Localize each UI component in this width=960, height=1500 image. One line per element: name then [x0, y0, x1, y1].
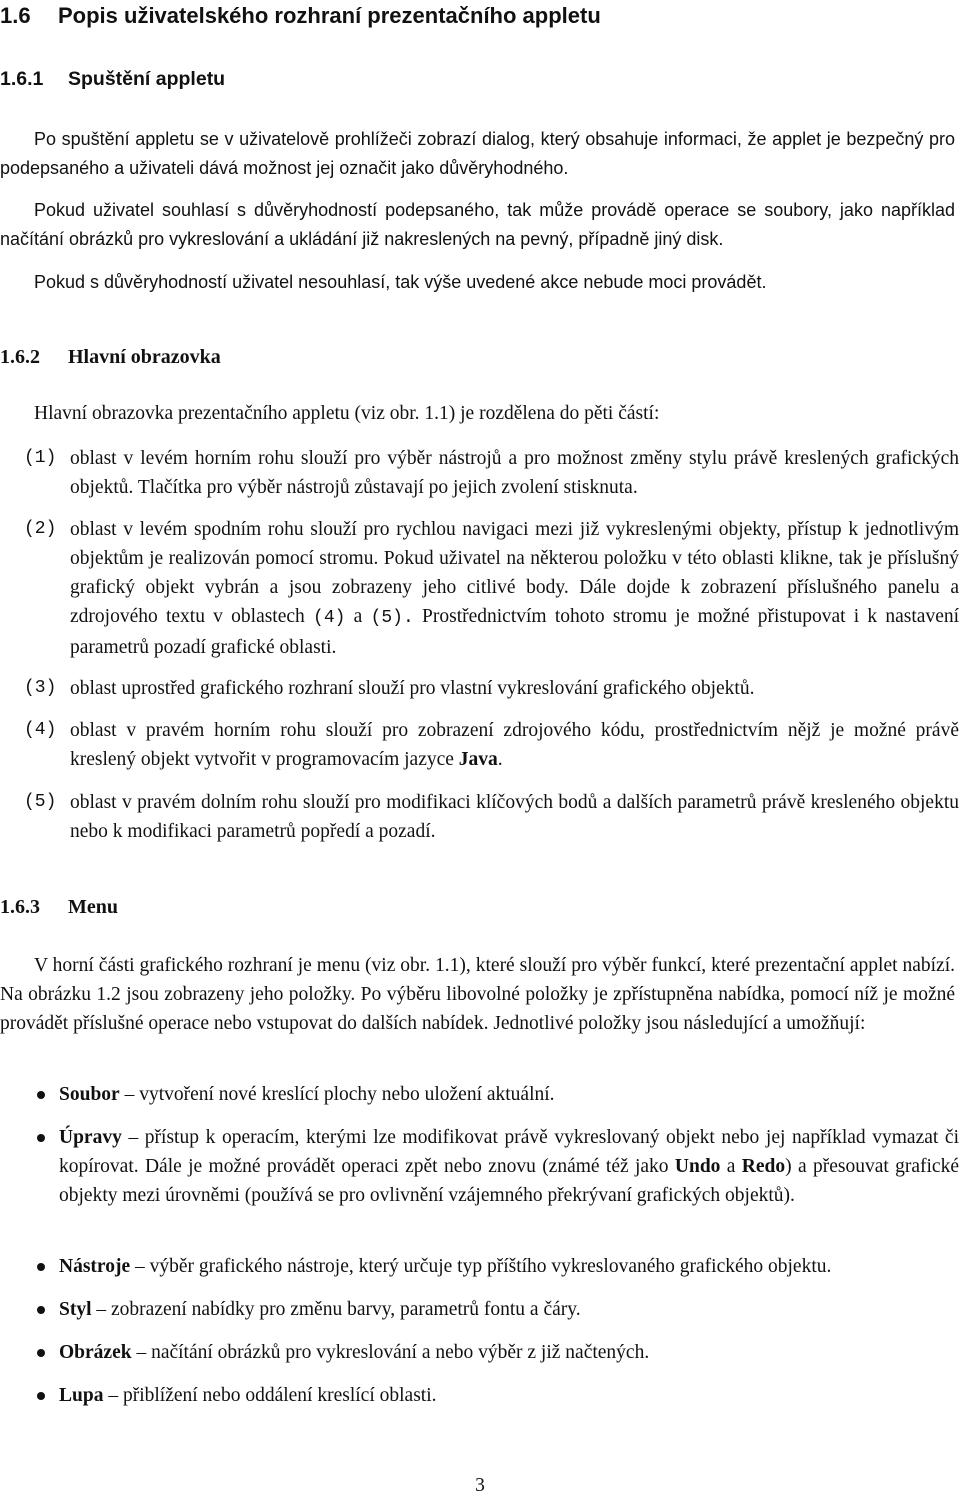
subsection-number: 1.6.2	[0, 346, 40, 368]
menu-item-name: Lupa	[59, 1385, 104, 1406]
area-label: (1)	[24, 448, 57, 468]
bullet-icon	[37, 1134, 45, 1142]
subsection-title: Menu	[68, 896, 118, 918]
area-item-3	[24, 674, 959, 703]
area-text: oblast v levém horním rohu slouží pro výběr nástrojů a pro možnost změny stylu právě kreslených grafických objektů. Tlačítka pro výběr nástrojů zůstavají po jejich zvolení stisknuta.	[70, 448, 959, 498]
menu-item-description: – zobrazení nabídky pro změnu barvy, parametrů fontu a čáry.	[96, 1299, 581, 1320]
menu-item-name: Soubor	[59, 1084, 120, 1105]
menu-item-upravy: Úpravy – přístup k operacím, kterými lze modifikovat právě vykreslovaný objekt nebo jej například vymazat či kopírovat. Dále je možné provádět operaci zpět nebo znovu (známé též jako Undo a Redo) a přesouvat grafické objekty mezi úrovněmi (používá se pro ovlivnění vzájemného překrývaní grafických objektů).	[34, 1123, 959, 1210]
page-number: 3	[475, 1475, 485, 1496]
menu-item-obrazek	[34, 1338, 959, 1367]
section-heading	[0, 2, 601, 30]
menu-item-name: Úpravy	[59, 1127, 122, 1148]
menu-item-name: Obrázek	[59, 1342, 132, 1363]
menu-item-lupa	[34, 1381, 959, 1410]
subsection-heading-menu	[0, 893, 118, 921]
bullet-icon	[37, 1349, 45, 1357]
area-item-4	[24, 716, 959, 774]
area-label: (5)	[24, 792, 57, 812]
area-text: oblast v levém spodním rohu slouží pro rychlou navigaci mezi již vykreslenými objekty, přístup k jednotlivým objektům je realizován pomocí stromu. Pokud uživatel na některou položku v této oblasti klikne, tak je příslušný grafický objekt vybrán a jsou zobrazeny jeho citlivé body. Dále dojde k zobrazení příslušného panelu a zdrojového textu v oblastech (4) a (5). Prostřednictvím tohoto stromu je možné přistupovat i k nastavení parametrů pozadí grafické oblasti.	[70, 519, 960, 658]
menu-item-name: Nástroje	[59, 1256, 131, 1277]
area-text: oblast uprostřed grafického rozhraní slouží pro vlastní vykreslování grafického objektů.	[70, 678, 755, 699]
menu-item-description: – výběr grafického nástroje, který určuje typ příštího vykreslovaného grafického objektu.	[135, 1256, 832, 1277]
area-label: (2)	[24, 519, 57, 539]
subsection-number: 1.6.3	[0, 896, 40, 918]
menu-item-name: Styl	[59, 1299, 92, 1320]
area-label: (3)	[24, 678, 57, 698]
subsection-heading-main-screen	[0, 343, 221, 371]
bullet-icon	[37, 1306, 45, 1314]
java-keyword: Java	[458, 749, 498, 770]
paragraph-main-screen-intro: Hlavní obrazovka prezentačního appletu (viz obr. 1.1) je rozdělena do pěti částí:	[34, 403, 660, 424]
paragraph-launch-dialog: Po spuštění appletu se v uživatelově prohlížeči zobrazí dialog, který obsahuje informaci, že applet je bezpečný pro podepsaného a uživateli dává možnost jej označit jako důvěryhodného.	[0, 129, 955, 178]
area-reference: (4)	[313, 608, 346, 628]
area-text: oblast v pravém dolním rohu slouží pro modifikaci klíčových bodů a dalších parametrů právě kresleného objektu nebo k modifikaci parametrů popředí a pozadí.	[70, 792, 959, 842]
menu-item-soubor	[34, 1080, 959, 1109]
area-text: oblast v pravém horním rohu slouží pro zobrazení zdrojového kódu, prostřednictvím nějž je možné právě kreslený objekt vytvořit v programovacím jazyce Java.	[70, 720, 959, 770]
paragraph-trust-agree: Pokud uživatel souhlasí s důvěryhodností podepsaného, tak může provádě operace se soubory, jako například načítání obrázků pro vykreslování a ukládání již nakreslených na pevný, případně jiný disk.	[0, 200, 955, 249]
paragraph-trust-disagree: Pokud s důvěryhodností uživatel nesouhlasí, tak výše uvedené akce nebude moci provádět.	[34, 272, 767, 292]
area-item-5	[24, 788, 959, 846]
subsection-heading-launch	[0, 65, 225, 93]
section-title: Popis uživatelského rozhraní prezentačního appletu	[58, 3, 601, 28]
bullet-icon	[37, 1392, 45, 1400]
subsection-title: Spuštění appletu	[68, 68, 226, 90]
subsection-title: Hlavní obrazovka	[68, 346, 221, 368]
menu-item-nastroje	[34, 1252, 959, 1281]
area-label: (4)	[24, 720, 57, 740]
menu-item-description: – načítání obrázků pro vykreslování a nebo výběr z již načtených.	[136, 1342, 650, 1363]
subsection-number: 1.6.1	[0, 68, 44, 90]
redo-term: Redo	[741, 1156, 786, 1177]
area-item-1	[24, 444, 959, 502]
section-number: 1.6	[0, 3, 31, 28]
paragraph-menu-intro: V horní části grafického rozhraní je menu (viz obr. 1.1), které slouží pro výběr funkcí, které prezentační applet nabízí. Na obrázku 1.2 jsou zobrazeny jeho položky. Po výběru libovolné položky je zpřístupněna nabídka, pomocí níž je možné provádět příslušné operace nebo vstupovat do dalších nabídek. Jednotlivé položky jsou následující a umožňují:	[0, 955, 955, 1034]
menu-item-description: – vytvoření nové kreslící plochy nebo uložení aktuální.	[124, 1084, 555, 1105]
menu-item-styl	[34, 1295, 959, 1324]
menu-item-description: – přiblížení nebo oddálení kreslící oblasti.	[108, 1385, 437, 1406]
bullet-icon	[37, 1263, 45, 1271]
area-reference: (5).	[370, 608, 414, 628]
undo-term: Undo	[674, 1156, 721, 1177]
area-item-2	[24, 515, 959, 662]
bullet-icon	[37, 1091, 45, 1099]
